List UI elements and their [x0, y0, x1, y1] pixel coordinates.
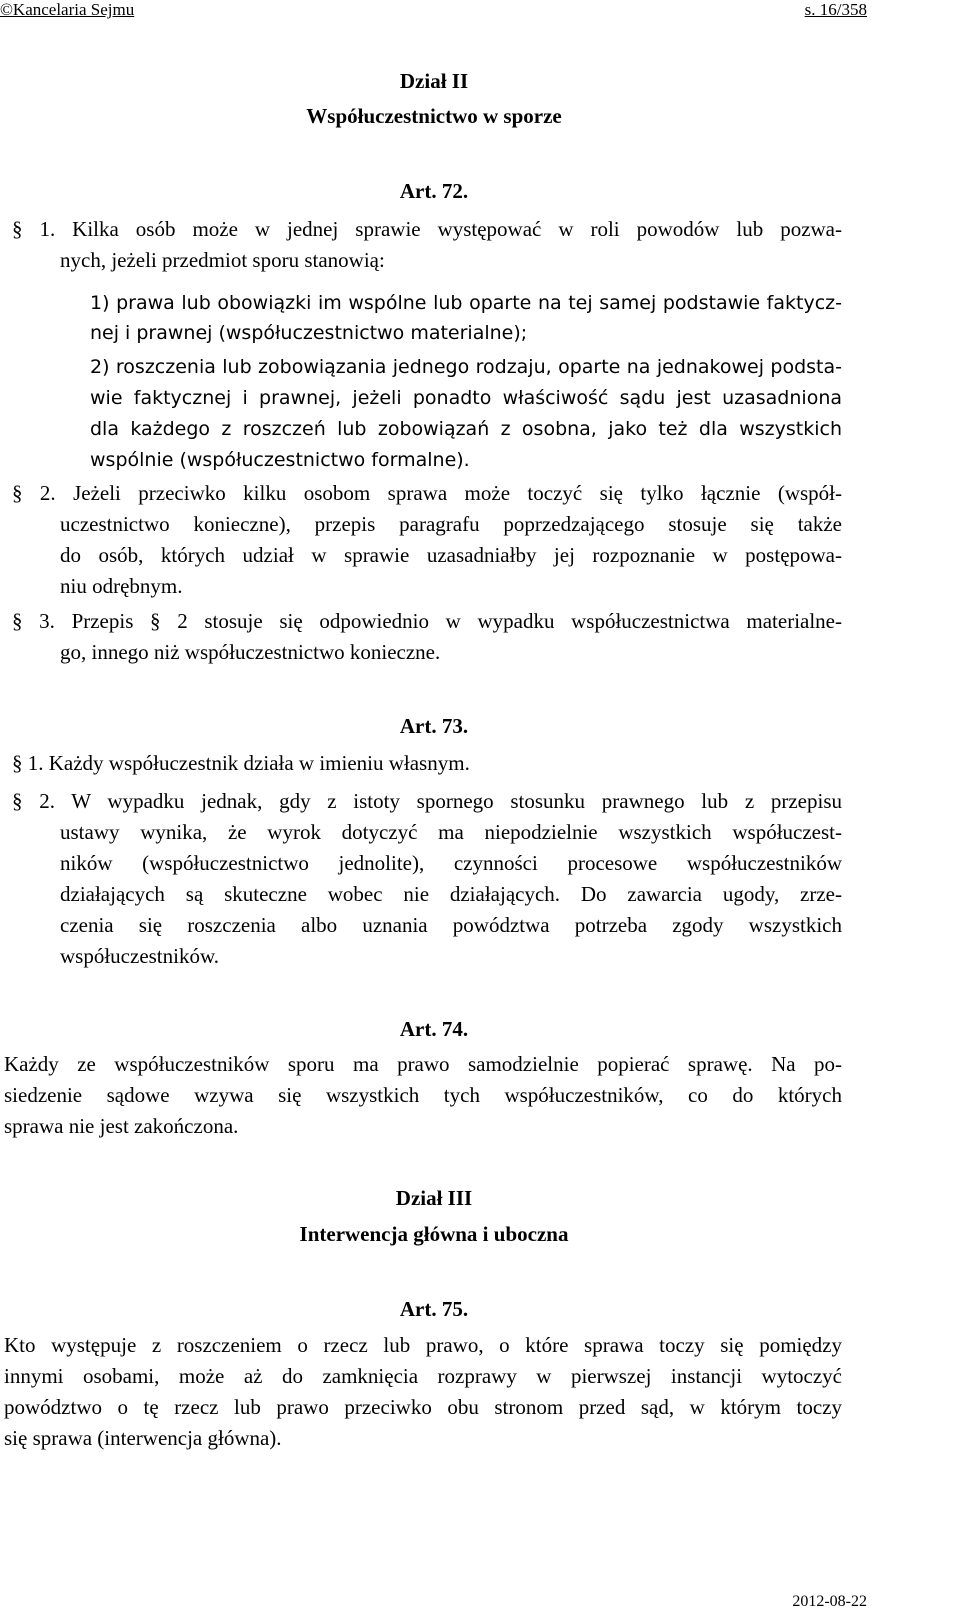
text-line: § 3. Przepis § 2 stosuje się odpowiednio w wypadku współuczestnictwa materialne-: [12, 609, 842, 633]
article-title: Art. 72.: [399, 179, 469, 203]
section-title: Dział III: [395, 1186, 473, 1210]
text-line: do osób, których udział w sprawie uzasadniałby jej rozpoznanie w postępowa-: [60, 543, 842, 567]
paragraph: [12, 606, 842, 637]
text-line: Każdy ze współuczestników sporu ma prawo samodzielnie popierać sprawę. Na po-: [4, 1052, 842, 1076]
text-line: siedzenie sądowe wzywa się wszystkich tych współuczestników, co do których: [4, 1083, 842, 1107]
text-line: nej i prawnej (współuczestnictwo materialne);: [90, 322, 528, 344]
text-line: innymi osobami, może aż do zamknięcia rozprawy w pierwszej instancji wytoczyć: [4, 1364, 842, 1388]
text-line: sprawa nie jest zakończona.: [4, 1114, 239, 1138]
paragraph: [12, 478, 842, 509]
paragraph: [12, 748, 842, 779]
text-line: 1) prawa lub obowiązki im wspólne lub oparte na tej samej podstawie faktycz-: [90, 292, 842, 314]
text-line: uczestnictwo konieczne), przepis paragrafu poprzedzającego stosuje się także: [60, 512, 842, 536]
text-line: go, innego niż współuczestnictwo konieczne.: [60, 640, 441, 664]
footer-date: 2012-08-22: [792, 1593, 867, 1610]
text-line: ustawy wynika, że wyrok dotyczyć ma niepodzielnie wszystkich współuczest-: [60, 820, 842, 844]
text-line: dla każdego z roszczeń lub zobowiązań z osobna, jako też dla wszystkich: [90, 418, 842, 440]
paragraph-continued: [60, 817, 842, 972]
article-title: Art. 75.: [399, 1297, 469, 1321]
text-line: ników (współuczestnictwo jednolite), czynności procesowe współuczestników: [60, 851, 842, 875]
paragraph: [12, 786, 842, 817]
paragraph: [12, 214, 842, 245]
text-line: czenia się roszczenia albo uznania powództwa potrzeba zgody wszystkich: [60, 913, 842, 937]
text-line: niu odrębnym.: [60, 574, 183, 598]
text-line: § 1. Każdy współuczestnik działa w imieniu własnym.: [12, 751, 470, 775]
list-item: [90, 288, 842, 319]
text-line: § 2. W wypadku jednak, gdy z istoty spornego stosunku prawnego lub z przepisu: [12, 789, 842, 813]
text-line: wspólnie (współuczestnictwo formalne).: [90, 449, 470, 471]
text-line: § 2. Jeżeli przeciwko kilku osobom sprawa może toczyć się tylko łącznie (współ-: [12, 481, 842, 505]
text-line: współuczestników.: [60, 944, 220, 968]
article-title: Art. 74.: [399, 1017, 469, 1041]
paragraph-continued: [60, 245, 850, 276]
list-item-continued: [90, 318, 842, 349]
header-page-number: s. 16/358: [804, 0, 867, 19]
section-subtitle: Współuczestnictwo w sporze: [306, 104, 562, 128]
text-line: działających są skuteczne wobec nie działających. Do zawarcia ugody, zrze-: [60, 882, 842, 906]
paragraph: [4, 1330, 842, 1454]
list-item: [90, 352, 842, 476]
text-line: nych, jeżeli przedmiot sporu stanowią:: [60, 248, 385, 272]
section-subtitle: Interwencja główna i uboczna: [299, 1222, 569, 1246]
text-line: Kto występuje z roszczeniem o rzecz lub prawo, o które sprawa toczy się pomiędzy: [4, 1333, 842, 1357]
article-title: Art. 73.: [399, 714, 469, 738]
paragraph: [4, 1049, 842, 1142]
text-line: 2) roszczenia lub zobowiązania jednego rodzaju, oparte na jednakowej podsta-: [90, 356, 842, 378]
paragraph-continued: [60, 637, 842, 668]
paragraph-continued: [60, 509, 842, 602]
text-line: § 1. Kilka osób może w jednej sprawie występować w roli powodów lub pozwa-: [12, 217, 842, 241]
section-title: Dział II: [399, 69, 469, 93]
text-line: powództwo o tę rzecz lub prawo przeciwko obu stronom przed sąd, w którym toczy: [4, 1395, 842, 1419]
header-source: ©Kancelaria Sejmu: [0, 0, 135, 19]
text-line: się sprawa (interwencja główna).: [4, 1426, 282, 1450]
text-line: wie faktycznej i prawnej, jeżeli ponadto właściwość sądu jest uzasadniona: [90, 387, 842, 409]
